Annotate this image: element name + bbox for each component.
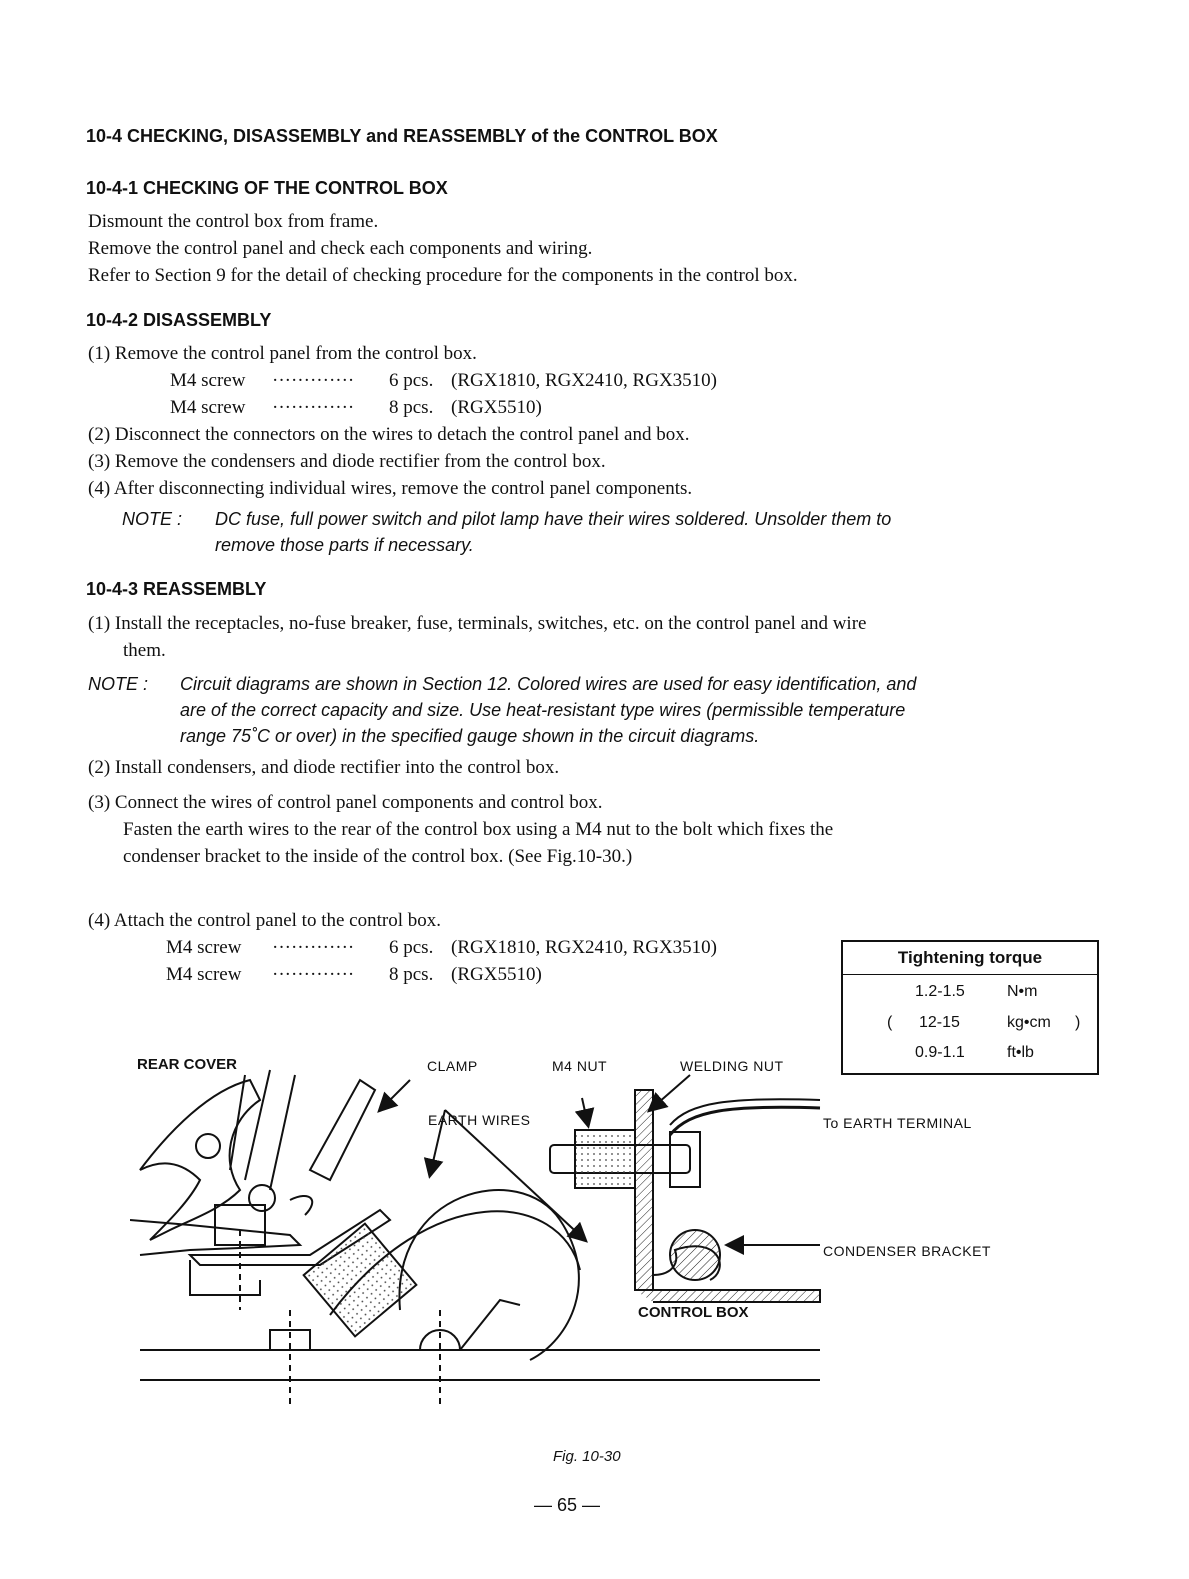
reassembly-heading: 10-4-3 REASSEMBLY — [86, 579, 267, 599]
clamp — [310, 1080, 375, 1180]
torque-table-title: Tightening torque — [843, 942, 1097, 975]
checking-line-1: Dismount the control box from frame. — [88, 211, 379, 232]
rear-cover-hole — [196, 1134, 220, 1158]
disassembly-step-4: (4) After disconnecting individual wires, remove the control panel components. — [88, 478, 693, 499]
reassembly-step-3-line-3: condenser bracket to the inside of the control box. (See Fig.10-30.) — [123, 846, 633, 867]
disassembly-step-1: (1) Remove the control panel from the control box. — [88, 343, 477, 364]
torque-unit-kgcm: kg•cm — [1007, 1014, 1051, 1031]
disassembly-step-3: (3) Remove the condensers and diode rectifier from the control box. — [88, 451, 606, 472]
torque-value-kgcm: 12-15 — [919, 1014, 960, 1031]
control-box-diagram — [130, 1050, 830, 1420]
reassembly-note-line-3: range 75˚C or over) in the specified gauge shown in the circuit diagrams. — [180, 726, 760, 746]
tightening-torque-table — [841, 940, 1099, 1075]
torque-value-nm: 1.2-1.5 — [915, 983, 965, 1000]
earth-terminal-wire — [670, 1107, 820, 1135]
reassembly-note-line-2: are of the correct capacity and size. Use heat-resistant type wires (permissible temperature — [180, 700, 906, 720]
disassembly-step-2: (2) Disconnect the connectors on the wires to detach the control panel and box. — [88, 424, 690, 445]
reassembly-step-4: (4) Attach the control panel to the control box. — [88, 910, 441, 931]
paren-open-icon: ( — [887, 1014, 893, 1031]
label-earth-terminal: To EARTH TERMINAL — [823, 1115, 972, 1131]
label-earth-wires: EARTH WIRES — [428, 1112, 531, 1128]
paren-close-icon: ) — [1075, 1014, 1081, 1031]
checking-heading: 10-4-1 CHECKING OF THE CONTROL BOX — [86, 178, 448, 198]
reassembly-step-3-line-1: (3) Connect the wires of control panel components and control box. — [88, 792, 603, 813]
torque-unit-ftlb: ft•lb — [1007, 1044, 1034, 1061]
disassembly-note-label: NOTE : — [122, 509, 183, 529]
reassembly-step-1-line-1: (1) Install the receptacles, no-fuse breaker, fuse, terminals, switches, etc. on the control panel and wire — [88, 613, 867, 634]
label-condenser-bracket: CONDENSER BRACKET — [823, 1243, 991, 1259]
page-number: — 65 — — [534, 1495, 601, 1515]
figure-caption: Fig. 10-30 — [553, 1448, 621, 1465]
reassembly-note-label: NOTE : — [88, 674, 149, 694]
label-clamp: CLAMP — [427, 1058, 478, 1074]
section-title: 10-4 CHECKING, DISASSEMBLY and REASSEMBLY of the CONTROL BOX — [86, 126, 718, 146]
torque-value-ftlb: 0.9-1.1 — [915, 1044, 965, 1061]
reassembly-step-3-line-2: Fasten the earth wires to the rear of the control box using a M4 nut to the bolt which fixes the — [123, 819, 834, 840]
torque-unit-nm: N•m — [1007, 983, 1038, 1000]
disassembly-heading: 10-4-2 DISASSEMBLY — [86, 310, 272, 330]
label-welding-nut: WELDING NUT — [680, 1058, 784, 1074]
checking-line-2: Remove the control panel and check each components and wiring. — [88, 238, 593, 259]
label-control-box: CONTROL BOX — [638, 1304, 749, 1321]
control-box-wall — [635, 1090, 653, 1290]
label-m4-nut: M4 NUT — [552, 1058, 608, 1074]
reassembly-note-line-1: Circuit diagrams are shown in Section 12. Colored wires are used for easy identification, and — [180, 674, 917, 694]
checking-line-3: Refer to Section 9 for the detail of checking procedure for the components in the control box. — [88, 265, 798, 286]
rear-cover-outline — [140, 1080, 260, 1240]
disassembly-note-line-2: remove those parts if necessary. — [215, 535, 474, 555]
reassembly-step-2: (2) Install condensers, and diode rectifier into the control box. — [88, 757, 560, 778]
m4-nut — [575, 1130, 635, 1188]
reassembly-step-1-line-2: them. — [123, 640, 166, 661]
disassembly-note-line-1: DC fuse, full power switch and pilot lamp have their wires soldered. Unsolder them to — [215, 509, 892, 529]
label-rear-cover: REAR COVER — [137, 1056, 238, 1073]
